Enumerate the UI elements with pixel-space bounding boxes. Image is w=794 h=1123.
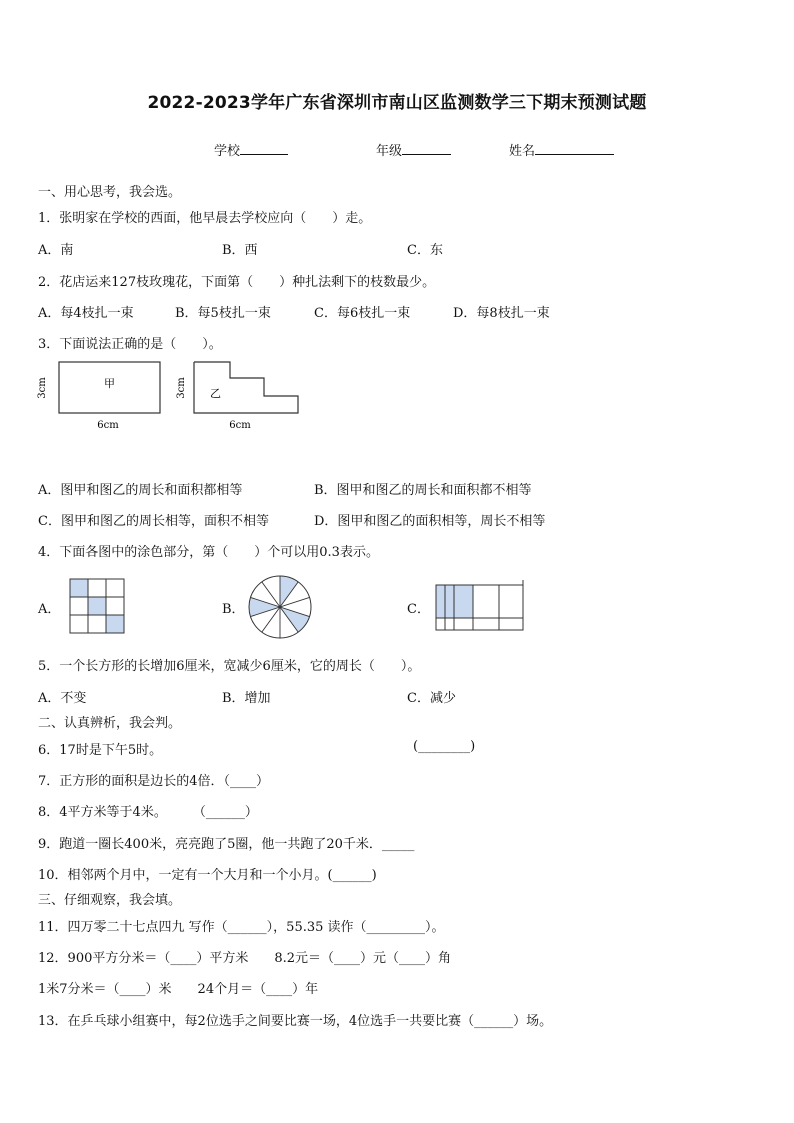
q10-stem: 10．相邻两个月中，一定有一个大月和一个小月。(______) [38,868,377,883]
q2-option-b[interactable]: B．每5枝扎一束 [175,306,271,321]
q4-option-b[interactable]: B． [222,602,245,617]
q6-stem: 6．17时是下午5时。 [38,743,163,758]
grade-blank[interactable] [402,141,451,155]
q1-option-c[interactable]: C．东 [407,243,443,258]
q2-option-a[interactable]: A．每4枝扎一束 [38,306,134,321]
q4-rect-c [435,579,527,633]
grid-a-shaded-cell [88,597,106,615]
figure-jia-label: 甲 [104,377,115,390]
name-blank[interactable] [535,141,614,155]
section-3-heading: 三、仔细观察，我会填。 [38,893,182,908]
figure-yi-width-label: 6cm [229,420,251,431]
school-blank[interactable] [240,141,288,155]
q4-circle-b [247,574,313,640]
grade-field [376,140,451,159]
q1-stem: 1．张明家在学校的西面，他早晨去学校应向（ ）走。 [38,211,372,226]
school-field [214,140,288,159]
circle-b-shaded-sector [280,607,310,632]
q4-option-a[interactable]: A． [38,602,61,617]
section-1-heading: 一、用心思考，我会选。 [38,185,182,200]
figure-yi-label: 乙 [210,387,221,400]
exam-title: 2022-2023学年广东省深圳市南山区监测数学三下期末预测试题 [147,93,647,113]
figure-yi [176,362,298,431]
q1-option-a[interactable]: A．南 [38,243,74,258]
figure-jia [37,362,160,431]
name-label: 姓名 [509,144,536,159]
q7-stem: 7．正方形的面积是边长的4倍．（____） [38,774,270,789]
q3-figures [34,356,314,436]
q3-option-a[interactable]: A．图甲和图乙的周长和面积都相等 [38,483,243,498]
q2-option-d[interactable]: D．每8枝扎一束 [453,306,550,321]
grid-a-shaded-cell [106,615,124,633]
q4-stem: 4．下面各图中的涂色部分，第（ ）个可以用0.3表示。 [38,545,379,560]
q5-option-a[interactable]: A．不变 [38,691,87,706]
figure-jia-height-label: 3cm [37,377,48,399]
school-label: 学校 [214,144,241,159]
q5-option-b[interactable]: B．增加 [222,691,271,706]
q12-line-2: 1米7分米＝（____）米 24个月＝（____）年 [38,982,319,997]
q5-stem: 5．一个长方形的长增加6厘米，宽减少6厘米，它的周长（ ）。 [38,659,421,674]
name-field [509,140,614,159]
q12-line-1: 12．900平方分米＝（____）平方米 8.2元＝（____）元（____）角 [38,951,452,966]
q1-option-b[interactable]: B．西 [222,243,258,258]
q9-stem: 9．跑道一圈长400米，亮亮跑了5圈，他一共跑了20千米．_____ [38,837,415,852]
q3-option-b[interactable]: B．图甲和图乙的周长和面积都不相等 [314,483,532,498]
rect-c-shaded-part [454,585,473,618]
figure-jia-width-label: 6cm [97,420,119,431]
rect-c-shaded-part [436,585,445,618]
q13-stem: 13．在乒乓球小组赛中，每2位选手之间要比赛一场，4位选手一共要比赛（______）场。 [38,1014,553,1029]
q3-option-d[interactable]: D．图甲和图乙的面积相等，周长不相等 [314,514,546,529]
section-2-heading: 二、认真辨析，我会判。 [38,716,182,731]
q4-option-c[interactable]: C． [407,602,430,617]
grade-label: 年级 [376,144,403,159]
q2-stem: 2．花店运来127枝玫瑰花，下面第（ ）种扎法剩下的枝数最少。 [38,275,436,290]
q3-stem: 3．下面说法正确的是（ ）。 [38,337,222,352]
q4-grid-a [69,578,127,634]
q6-answer-blank[interactable]: (________) [413,739,476,754]
q11-stem: 11．四万零二十七点四九 写作（______），55.35 读作（_________）。 [38,920,445,935]
q5-option-c[interactable]: C．减少 [407,691,456,706]
grid-a-shaded-cell [70,579,88,597]
rect-c-shaded-part [445,585,454,618]
figure-yi-height-label: 3cm [176,377,187,399]
q3-option-c[interactable]: C．图甲和图乙的周长相等，面积不相等 [38,514,269,529]
q2-option-c[interactable]: C．每6枝扎一束 [314,306,411,321]
q8-stem: 8．4平方米等于4米。 （______） [38,805,258,820]
